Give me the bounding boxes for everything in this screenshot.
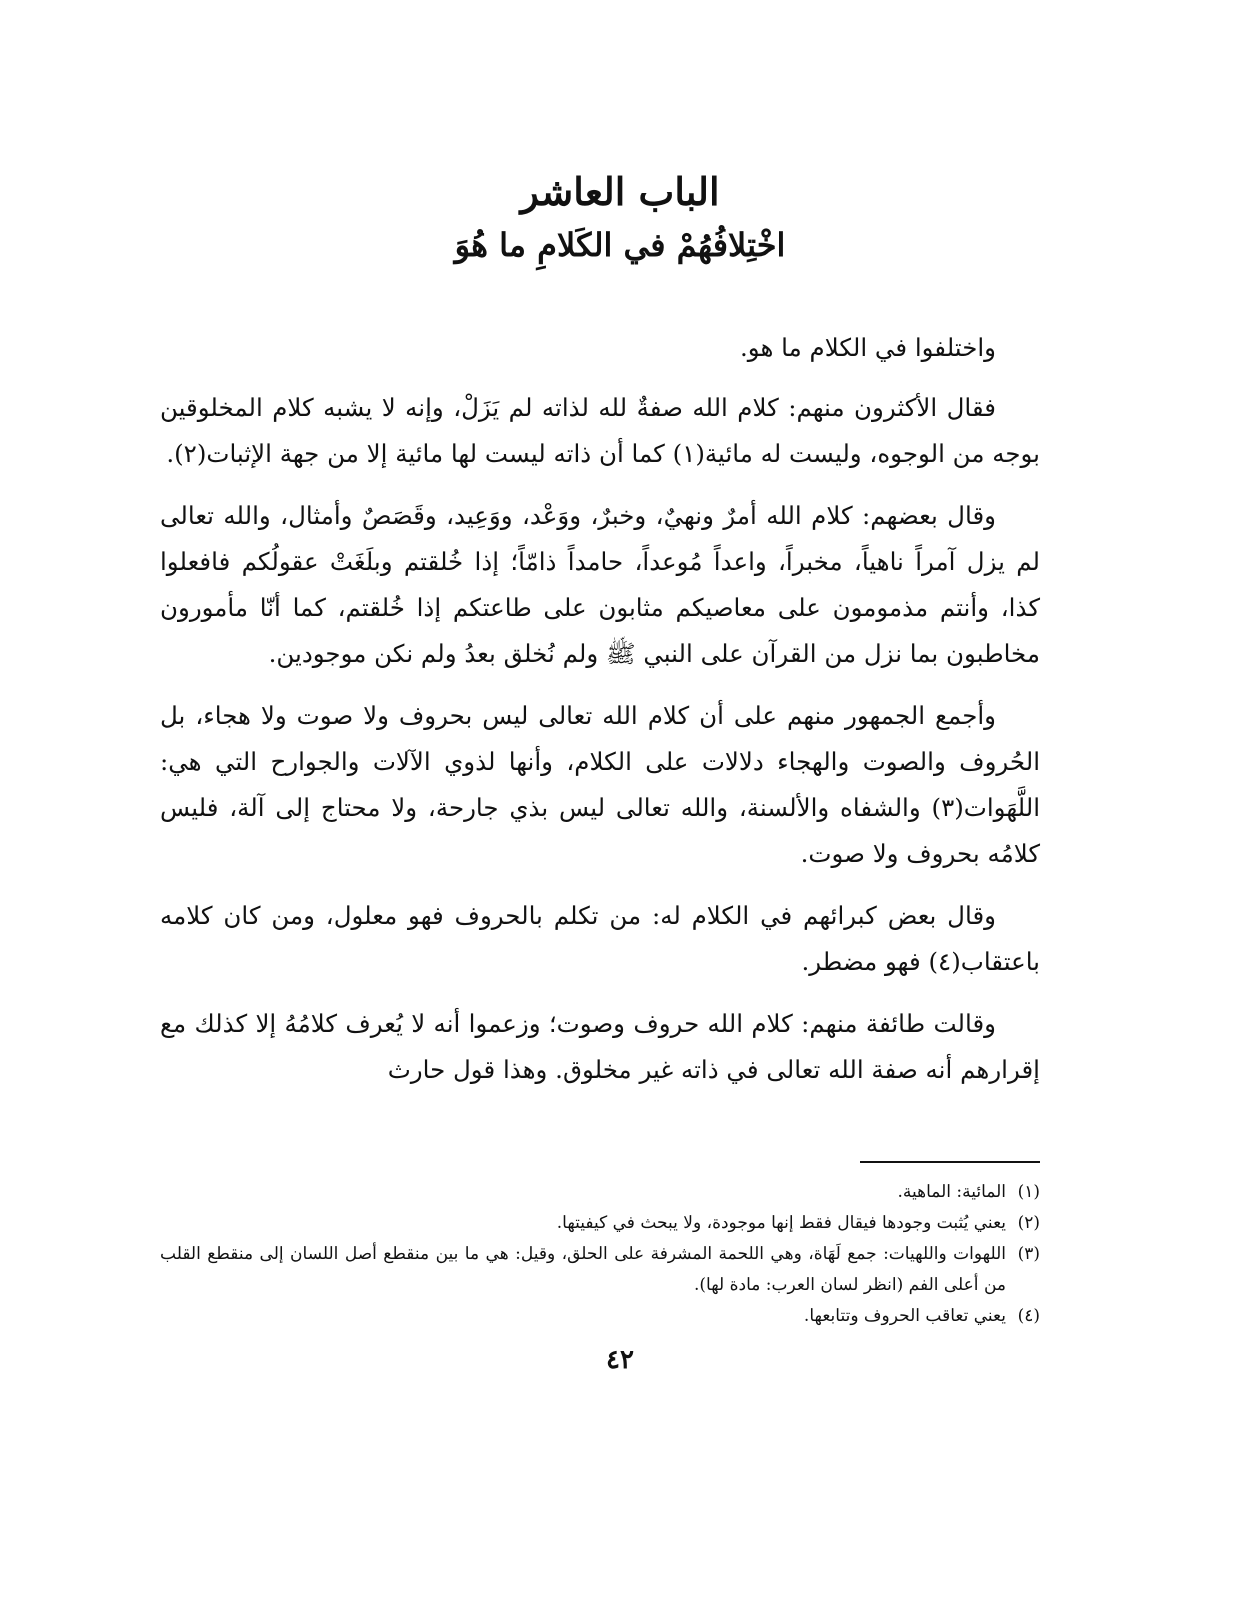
footnote-number: (٣)	[1017, 1244, 1040, 1264]
footnote	[160, 1208, 1040, 1239]
footnote-text: اللهوات واللهيات: جمع لَهَاة، وهي اللحمة المشرفة على الحلق، وقيل: هي ما بين منقطع أصل اللسان إلى منقطع القلب من أعلى الفم (انظر لسان العرب: مادة لها).	[160, 1244, 1006, 1295]
paragraph: وقالت طائفة منهم: كلام الله حروف وصوت؛ وزعموا أنه لا يُعرف كلامُهُ إلا كذلك مع إقرارهم أنه صفة الله تعالى في ذاته غير مخلوق. وهذا قول حارث	[160, 1009, 1040, 1084]
page-number: ٤٢	[606, 1345, 634, 1375]
paragraph: وقال بعض كبرائهم في الكلام له: من تكلم بالحروف فهو معلول، ومن كان كلامه باعتقاب(٤) فهو مضطر.	[160, 901, 1040, 976]
chapter-subtitle: اخْتِلافُهُمْ في الكَلامِ ما هُوَ	[454, 226, 786, 264]
paragraph: فقال الأكثرون منهم: كلام الله صفةٌ لله لذاته لم يَزَلْ، وإنه لا يشبه كلام المخلوقين بوجه من الوجوه، وليست له مائية(١) كما أن ذاته ليست لها مائية إلا من جهة الإثبات(٢).	[160, 393, 1040, 468]
footnote	[160, 1301, 1040, 1332]
footnote-number: (٢)	[1017, 1213, 1040, 1233]
footnote-separator	[860, 1161, 1040, 1163]
chapter-title: الباب العاشر	[520, 169, 720, 214]
footnotes	[160, 1177, 1040, 1332]
footnote	[160, 1239, 1040, 1301]
footnote-number: (١)	[1017, 1182, 1040, 1202]
paragraph: وأجمع الجمهور منهم على أن كلام الله تعالى ليس بحروف ولا صوت ولا هجاء، بل الحُروف والصوت والهجاء دلالات على الكلام، وأنها لذوي الآلات والجوارح التي هي: اللَّهَوات(٣) والشفاه والألسنة، والله تعالى ليس بذي جارحة، ولا محتاج إلى آلة، فليس كلامُه بحروف ولا صوت.	[160, 701, 1040, 868]
paragraph: وقال بعضهم: كلام الله أمرٌ ونهيٌ، وخبرٌ، ووَعْد، ووَعِيد، وقَصَصٌ وأمثال، والله تعالى لم يزل آمراً ناهياً، مخبراً، واعداً مُوعداً، حامداً ذامّاً؛ إذا خُلقتم وبلَغَتْ عقولُكم فافعلوا كذا، وأنتم مذمومون على معاصيكم مثابون على طاعتكم إذا خُلقتم، كما أنّا مأمورون مخاطبون بما نزل من القرآن على النبي ﷺ ولم نُخلق بعدُ ولم نكن موجودين.	[160, 501, 1040, 668]
paragraph: واختلفوا في الكلام ما هو.	[740, 333, 996, 362]
body-text	[160, 325, 1040, 1109]
footnote-text: يعني تعاقب الحروف وتتابعها.	[803, 1306, 1006, 1326]
footnote-text: المائية: الماهية.	[897, 1182, 1006, 1202]
footnote-text: يعني يُثبت وجودها فيقال فقط إنها موجودة، ولا يبحث في كيفيتها.	[556, 1213, 1006, 1233]
footnote	[160, 1177, 1040, 1208]
footnote-number: (٤)	[1017, 1306, 1040, 1326]
